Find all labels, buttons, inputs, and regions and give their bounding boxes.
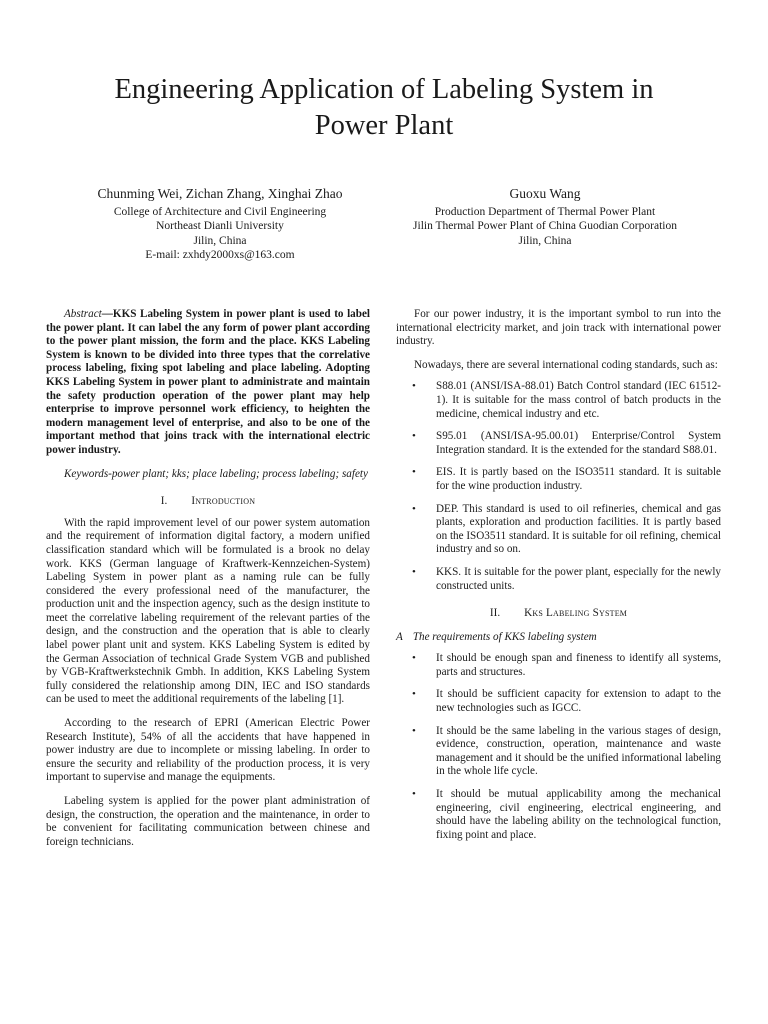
author-location: Jilin, China: [518, 234, 572, 247]
list-item: [396, 503, 721, 557]
list-item-text: It should be enough span and fineness to identify all systems, parts and structures.: [436, 652, 721, 678]
list-item-text: S88.01 (ANSI/ISA-88.01) Batch Control standard (IEC 61512-1). It is suitable for the mass control of batch products in the medicine, chemical industry and etc.: [436, 380, 721, 420]
section-heading-kks: [396, 607, 721, 621]
right-column: [396, 308, 721, 851]
list-item: [396, 788, 721, 842]
list-item-text: S95.01 (ANSI/ISA-95.00.01) Enterprise/Control System Integration standard. It is the extended for the standard S88.01.: [436, 430, 721, 456]
section-title: Kks Labeling System: [524, 607, 628, 620]
list-item: [396, 725, 721, 779]
author-names: Chunming Wei, Zichan Zhang, Xinghai Zhao: [97, 186, 343, 201]
bullet-icon: •: [412, 565, 416, 578]
list-item: [396, 688, 721, 715]
list-item-text: DEP. This standard is used to oil refineries, chemical and gas plants, exploration and production facilities. It is partly based on the ISO3511 standard. It is suitable for oil refining, chemical industry and so on.: [436, 502, 721, 556]
list-item: [396, 466, 721, 493]
bullet-icon: •: [412, 430, 416, 443]
bullet-icon: •: [412, 502, 416, 515]
list-item: [396, 430, 721, 457]
author-affiliation: College of Architecture and Civil Engineering: [113, 206, 327, 218]
list-item-text: It should be the same labeling in the various stages of design, evidence, construction, operation, maintenance and waste management and it should be the unified informational labeling in the whole life cycle.: [436, 724, 721, 778]
subsection-letter: A: [396, 630, 403, 643]
intro-paragraph-1: With the rapid improvement level of our power system automation and the requirement of information digital factory, a modern unified classification standard which will be formulated is a brook no delay work. KKS (German language of Kraftwerk-Kennzeichen-System) Labeling System in power plant as a naming rule can be fully considered the every professional need of the manufacturer, the production unit and the inspection agency, such as the design institute to meet the correlative labeling requirement of the relevant parties of the design, and the construction and the operation that is able to clearly label power plant unit and system. KKS Labeling System is edited by the German Association of technical Grade System VGB and published by VGB-Kraftwerkstechnik Gmbh. In addition, KKS Labeling System fully considered the relationship among DIN, IEC and ISO standards can be used to meet the additional requirements of the labeling [1].: [46, 516, 370, 706]
author-institution: Northeast Dianli University: [156, 220, 284, 233]
requirements-list: [396, 652, 721, 842]
bullet-icon: •: [412, 788, 416, 801]
title-line-2: Power Plant: [314, 110, 454, 141]
bullet-icon: •: [412, 466, 416, 479]
subsection-heading: [396, 631, 721, 645]
intro-paragraph-3: Labeling system is applied for the power plant administration of design, the construction, the operation and the maintenance, in order to be convenient for facilitating communication between chinese and foreign technicians.: [46, 795, 370, 848]
title-line-1: Engineering Application of Labeling System in: [114, 74, 654, 105]
author-location: Jilin, China: [193, 234, 247, 247]
list-item-text: It should be mutual applicability among the mechanical engineering, civil engineering, electrical engineering, and should have the labeling ability on the technological function, fixing point and place.: [436, 788, 721, 841]
section-number: I.: [160, 495, 168, 508]
abstract-lead: Abstract: [64, 308, 102, 320]
author-institution: Jilin Thermal Power Plant of China Guodian Corporation: [413, 220, 677, 233]
subsection-title: The requirements of KKS labeling system: [412, 630, 597, 643]
abstract-text: —KKS Labeling System in power plant is used to label the power plant. It can label the any form of power plant according to the power plant mission, the form and the place. KKS Labeling System is known to be divided into three types that the correlative process labeling, fixing spot labeling and place labeling. Adopting KKS Labeling System in power plant to administrate and maintain the safety production operation of the power plant may help enterprise to improve personnel work efficiency, to heighten the modern management level of enterprise, and also to be one of the important method that joins track with the international electric power industry.: [46, 308, 370, 456]
list-item: [396, 566, 721, 593]
author-block-1: [40, 186, 400, 263]
section-number: II.: [489, 607, 501, 620]
standards-list: [396, 380, 721, 593]
bullet-icon: •: [412, 652, 416, 665]
left-column: [46, 308, 370, 849]
list-item-text: KKS. It is suitable for the power plant, especially for the newly constructed units.: [436, 565, 721, 592]
body-paragraph-2: Nowadays, there are several international coding standards, such as:: [414, 358, 718, 371]
author-names: Guoxu Wang: [509, 186, 581, 201]
intro-paragraph-2: According to the research of EPRI (American Electric Power Research Institute), 54% of all the accidents that have happened in power industry are due to incomplete or missing labeling. In order to ensure the security and reliability of the production process, it is very important to supervise and manage the equipments.: [46, 717, 370, 784]
keywords: Keywords-power plant; kks; place labeling; process labeling; safety: [64, 467, 368, 480]
bullet-icon: •: [412, 688, 416, 701]
author-affiliation: Production Department of Thermal Power Plant: [434, 206, 656, 218]
paper-title: [40, 72, 728, 144]
bullet-icon: •: [412, 380, 416, 393]
list-item: [396, 380, 721, 421]
list-item: [396, 652, 721, 679]
list-item-text: It should be sufficient capacity for extension to adapt to the new technologies such as IGCC.: [436, 688, 721, 715]
list-item-text: EIS. It is partly based on the ISO3511 standard. It is suitable for the wine production industry.: [436, 466, 721, 492]
author-block-2: [360, 186, 730, 248]
section-title: Introduction: [191, 495, 256, 508]
bullet-icon: •: [412, 724, 416, 737]
author-email: E-mail: zxhdy2000xs@163.com: [145, 249, 295, 262]
body-paragraph-1: For our power industry, it is the important symbol to run into the international electricity market, and join track with international power industry.: [396, 308, 721, 348]
abstract: [46, 308, 370, 458]
section-heading-introduction: [46, 495, 370, 509]
